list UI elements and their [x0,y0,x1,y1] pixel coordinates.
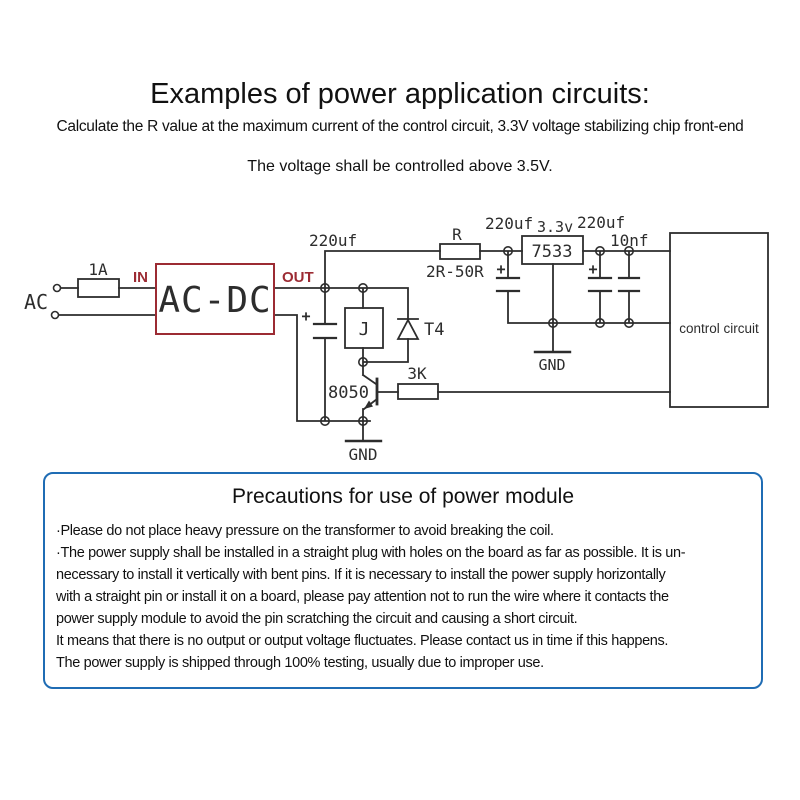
resistor-r-label: R [452,225,462,244]
cap-main-label: 220uf [309,231,358,250]
circuit-wires [59,251,670,441]
diode-t4-label: T4 [424,320,445,340]
ground-bars [346,352,570,441]
chip-voltage-label: 3.3v [537,218,574,236]
cap-in-plus: + [496,260,506,278]
relay-j-label: J [358,319,370,340]
precaution-line: with a straight pin or install it on a board, please pay attention not to run the wire where it contacts the [56,589,669,605]
diode-t4-symbol [398,319,418,339]
fuse-label: 1A [88,260,108,279]
cap-in-label: 220uf [485,214,534,233]
control-circuit-label: control circuit [679,321,759,336]
precaution-line: power supply module to avoid the pin scratching the circuit and causing a short circuit. [56,611,578,627]
page-title: Examples of power application circuits: [150,78,650,110]
fuse-body [78,279,119,297]
subtitle-line-2: The voltage shall be controlled above 3.5V. [247,158,553,175]
ac-label: AC [23,290,49,314]
cap-out-label: 220uf [577,213,626,232]
transistor-8050-label: 8050 [328,383,369,403]
cap-small-label: 10nf [610,231,649,250]
resistor-3k-label: 3K [407,364,427,383]
ac-terminal-bottom [52,312,59,319]
regulator-7533-label: 7533 [531,242,573,262]
precautions-box [43,472,763,689]
ac-terminal-top [54,285,61,292]
gnd-left-label: GND [348,445,378,464]
precaution-line: The power supply is shipped through 100% testing, usually due to improper use. [56,655,544,671]
precaution-line: ·Please do not place heavy pressure on the transformer to avoid breaking the coil. [56,523,554,539]
precaution-line: ·The power supply shall be installed in a straight plug with holes on the board as far as possible. It is un- [56,545,686,561]
out-label: OUT [282,269,314,286]
precaution-line: It means that there is no output or output voltage fluctuates. Please contact us in time if this happens. [56,633,669,649]
acdc-module-label: AC-DC [158,280,272,321]
resistor-3k-body [398,384,438,399]
resistor-r-range-label: 2R-50R [426,262,484,281]
control-circuit-box [670,233,768,407]
cap-out-plus: + [588,260,598,278]
in-label: IN [133,269,148,286]
resistor-r-body [440,244,480,259]
precautions-title: Precautions for use of power module [231,485,575,508]
precautions-body [45,520,761,674]
cap-main-plus: + [301,307,311,325]
gnd-right-label: GND [538,356,566,374]
subtitle-line-1: Calculate the R value at the maximum current of the control circuit, 3.3V voltage stabilizing chip front-end [56,118,744,135]
precaution-line: necessary to install it vertically with bent pins. If it is necessary to install the power supply horizontally [56,567,666,583]
